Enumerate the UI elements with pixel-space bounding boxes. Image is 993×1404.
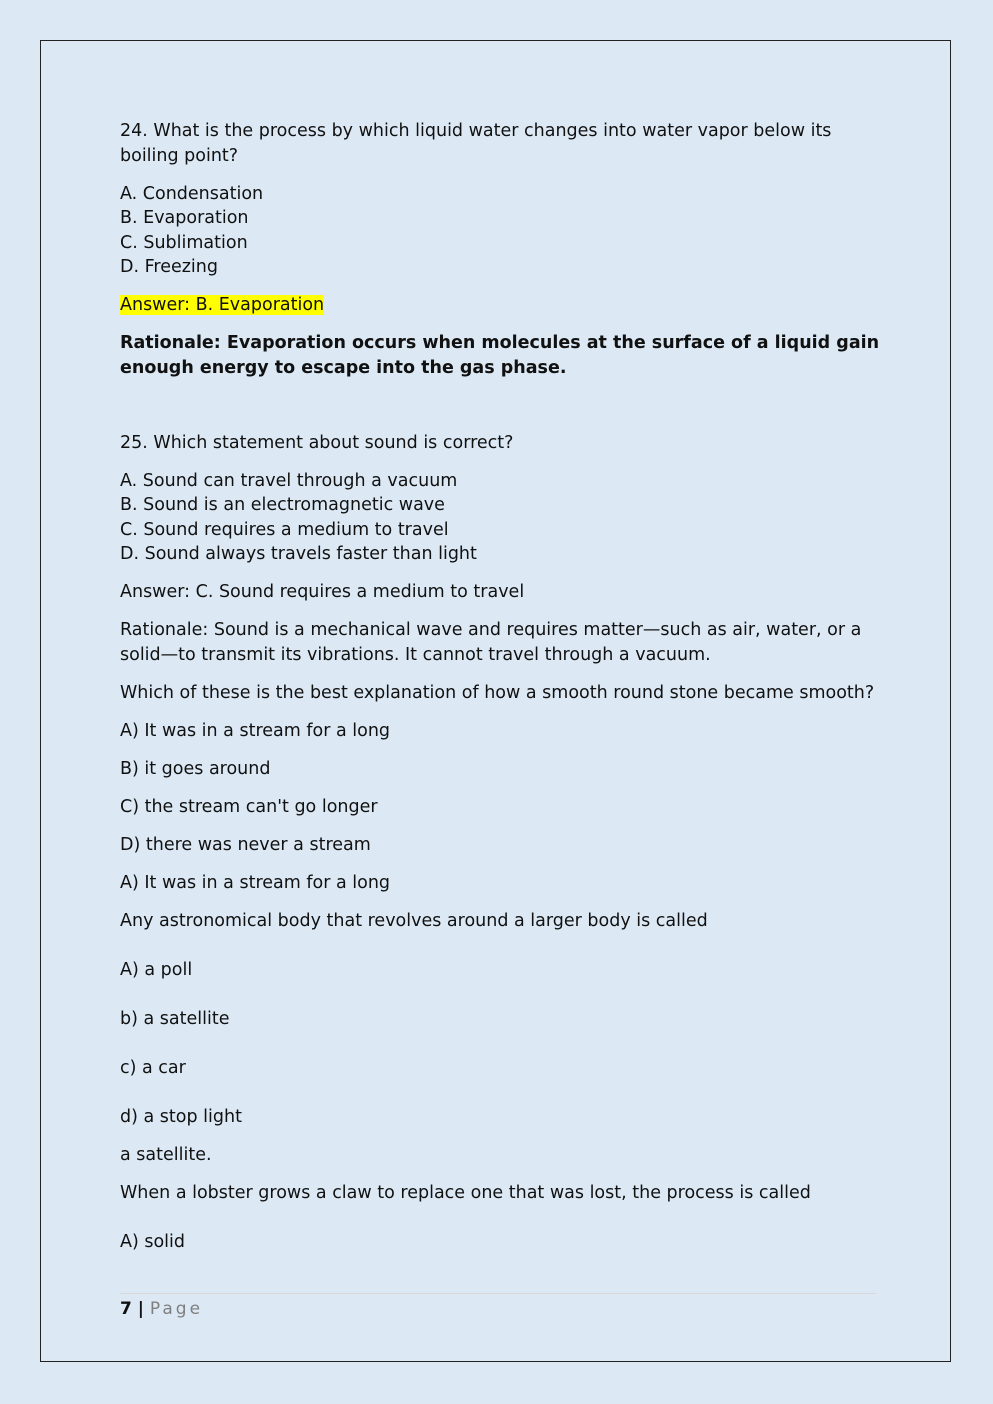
q25-answer: Answer: C. Sound requires a medium to travel bbox=[120, 582, 525, 602]
satellite-option-c: c) a car bbox=[120, 1057, 186, 1078]
page-separator: | bbox=[131, 1299, 150, 1319]
satellite-option-a: A) a poll bbox=[120, 959, 193, 980]
satellite-option-d: d) a stop light bbox=[120, 1106, 242, 1127]
q24-option-c: C. Sublimation bbox=[120, 232, 248, 253]
page-number: 7 bbox=[120, 1299, 132, 1319]
q24-option-d: D. Freezing bbox=[120, 257, 218, 277]
stone-answer: A) It was in a stream for a long bbox=[120, 872, 391, 893]
q25-option-c: C. Sound requires a medium to travel bbox=[120, 519, 449, 540]
stone-question: Which of these is the best explanation of how a smooth round stone became smooth? bbox=[120, 682, 875, 703]
lobster-option-a: A) solid bbox=[120, 1231, 186, 1252]
spacer bbox=[120, 394, 880, 431]
stone-option-b: B) it goes around bbox=[120, 758, 271, 779]
stone-option-c: C) the stream can't go longer bbox=[120, 796, 378, 817]
q25-options bbox=[120, 469, 880, 567]
lobster-question: When a lobster grows a claw to replace one that was lost, the process is called bbox=[120, 1182, 811, 1203]
q25-option-b: B. Sound is an electromagnetic wave bbox=[120, 495, 445, 515]
q24-rationale: Rationale: Evaporation occurs when molecules at the surface of a liquid gain enough energy to escape into the gas phase. bbox=[120, 333, 880, 378]
satellite-option-b: b) a satellite bbox=[120, 1008, 230, 1029]
q24-answer: Answer: B. Evaporation bbox=[120, 295, 325, 315]
page-footer bbox=[120, 1293, 876, 1321]
q24-option-b: B. Evaporation bbox=[120, 208, 249, 228]
q25-rationale: Rationale: Sound is a mechanical wave and requires matter—such as air, water, or a solid—to transmit its vibrations. It cannot travel through a vacuum. bbox=[120, 620, 862, 665]
q25-option-d: D. Sound always travels faster than light bbox=[120, 544, 477, 564]
stone-option-d: D) there was never a stream bbox=[120, 834, 371, 855]
page-label: Page bbox=[149, 1299, 204, 1319]
satellite-question: Any astronomical body that revolves around a larger body is called bbox=[120, 910, 708, 931]
q25-question: 25. Which statement about sound is correct? bbox=[120, 432, 514, 453]
q24-option-a: A. Condensation bbox=[120, 183, 264, 204]
satellite-answer: a satellite. bbox=[120, 1144, 212, 1165]
stone-option-a: A) It was in a stream for a long bbox=[120, 720, 391, 741]
q24-options bbox=[120, 182, 880, 280]
q24-question: 24. What is the process by which liquid water changes into water vapor below its boiling point? bbox=[120, 121, 832, 166]
q25-option-a: A. Sound can travel through a vacuum bbox=[120, 470, 458, 491]
document-body bbox=[120, 119, 880, 1268]
